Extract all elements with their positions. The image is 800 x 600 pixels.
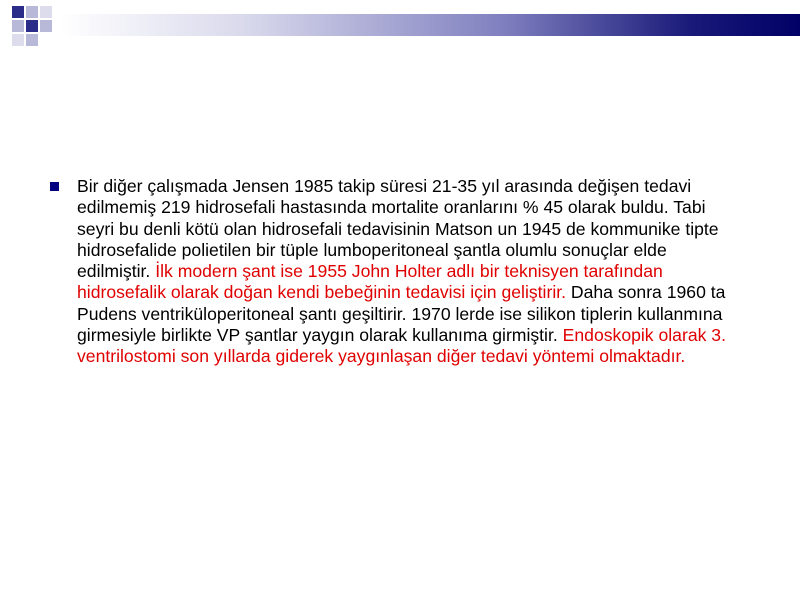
text-segment: Daha sonra 1960 ta Pudens ventriküloperitoneal şantı geşiltirir. 1970 lerde ise silikon tiplerin kullanmına girmesiyle birlikte VP şantlar yaygın olarak kullanıma girmiştir. (77, 282, 726, 346)
text-segment: Bir diğer çalışmada Jensen 1985 takip süresi 21-35 yıl arasında değişen tedavi edilmemiş 219 hidrosefali hastasında mortalite oranlarını % 45 olarak buldu. Tabi seyri bu denli kötü olan hidrosefali tedavisinin Matson un 1945 de kommunike tipte hidrosefalide polietilen bir tüple lumboperitoneal şantla olumlu sonuçlar elde edilmiştir. (77, 176, 719, 282)
slide-content (50, 176, 740, 368)
decorative-square (40, 20, 52, 32)
decorative-square (26, 6, 38, 18)
decorative-square (40, 6, 52, 18)
bullet-item (50, 176, 740, 368)
decorative-square (12, 34, 24, 46)
decorative-header-band (60, 14, 800, 36)
decorative-square (12, 6, 24, 18)
decorative-square (26, 20, 38, 32)
highlighted-text-segment: Endoskopik olarak 3. ventrilostomi son yıllarda giderek yaygınlaşan diğer tedavi yöntemi olmaktadır. (77, 325, 726, 367)
highlighted-text-segment: İlk modern şant ise 1955 John Holter adlı bir teknisyen tarafından hidrosefalik olarak doğan kendi bebeğinin tedavisi için geliştirir. (77, 261, 663, 303)
square-bullet-icon (50, 182, 59, 191)
decorative-square (12, 20, 24, 32)
decorative-square (26, 34, 38, 46)
bullet-text (77, 176, 737, 368)
